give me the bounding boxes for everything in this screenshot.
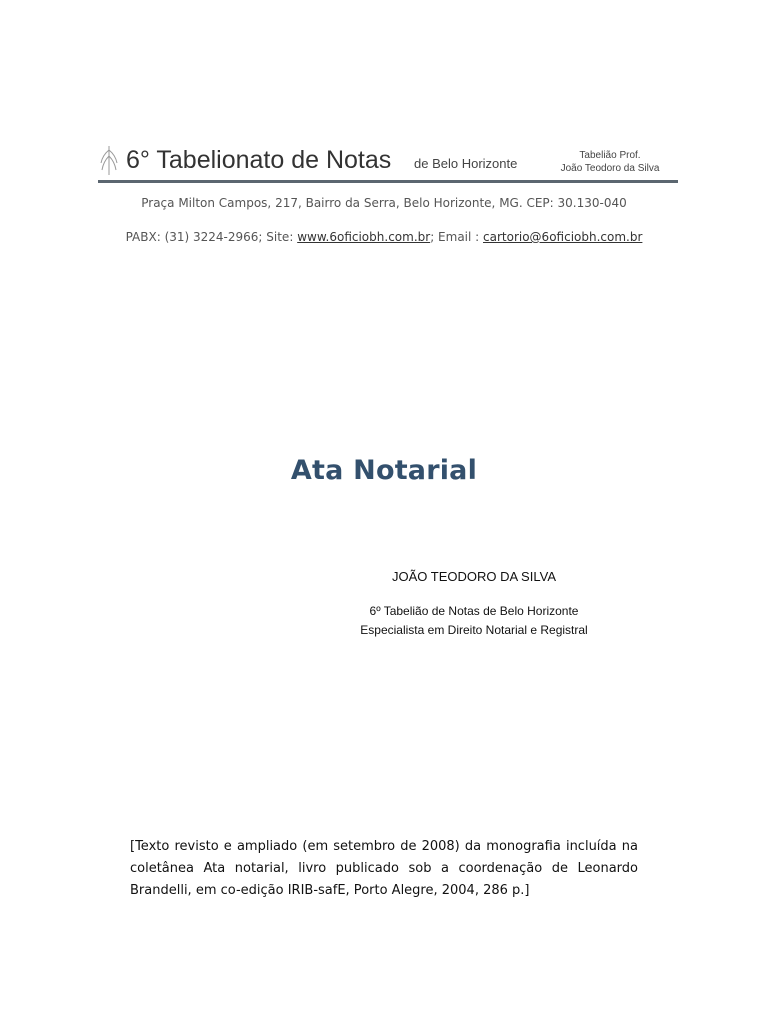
letterhead <box>98 140 678 184</box>
contact-line <box>0 230 768 244</box>
brand-notary-line2: João Teodoro da Silva <box>560 163 660 174</box>
author-role-line1: 6º Tabelião de Notas de Belo Horizonte <box>369 604 579 618</box>
site-link[interactable]: www.6oficiobh.com.br <box>297 230 431 244</box>
author-name: JOÃO TEODORO DA SILVA <box>392 569 556 584</box>
phone-text: PABX: (31) 3224-2966; Site: <box>125 230 298 244</box>
letterhead-rule <box>98 180 678 183</box>
document-title: Ata Notarial <box>290 455 478 486</box>
email-label: ; Email : <box>430 230 484 244</box>
brand-name: 6° Tabelionato de Notas <box>126 146 392 174</box>
brand-city: de Belo Horizonte <box>414 156 518 171</box>
brand-notary-line1: Tabelião Prof. <box>579 150 641 161</box>
author-role-line2: Especialista em Direito Notarial e Registral <box>360 623 588 637</box>
author-role <box>342 602 606 640</box>
address: Praça Milton Campos, 217, Bairro da Serra, Belo Horizonte, MG. CEP: 30.130-040 <box>141 196 627 210</box>
brand-notary <box>556 149 664 175</box>
email-link[interactable]: cartorio@6oficiobh.com.br <box>483 230 643 244</box>
author-block <box>342 568 606 640</box>
wheat-leaf-icon <box>98 144 120 176</box>
publication-note: [Texto revisto e ampliado (em setembro de 2008) da monografia incluída na coletânea Ata notarial, livro publicado sob a coordenação de Leonardo Brandelli, em co-edição IRIB-safE, Porto Alegre, 2004, 286 p.] <box>130 839 638 898</box>
